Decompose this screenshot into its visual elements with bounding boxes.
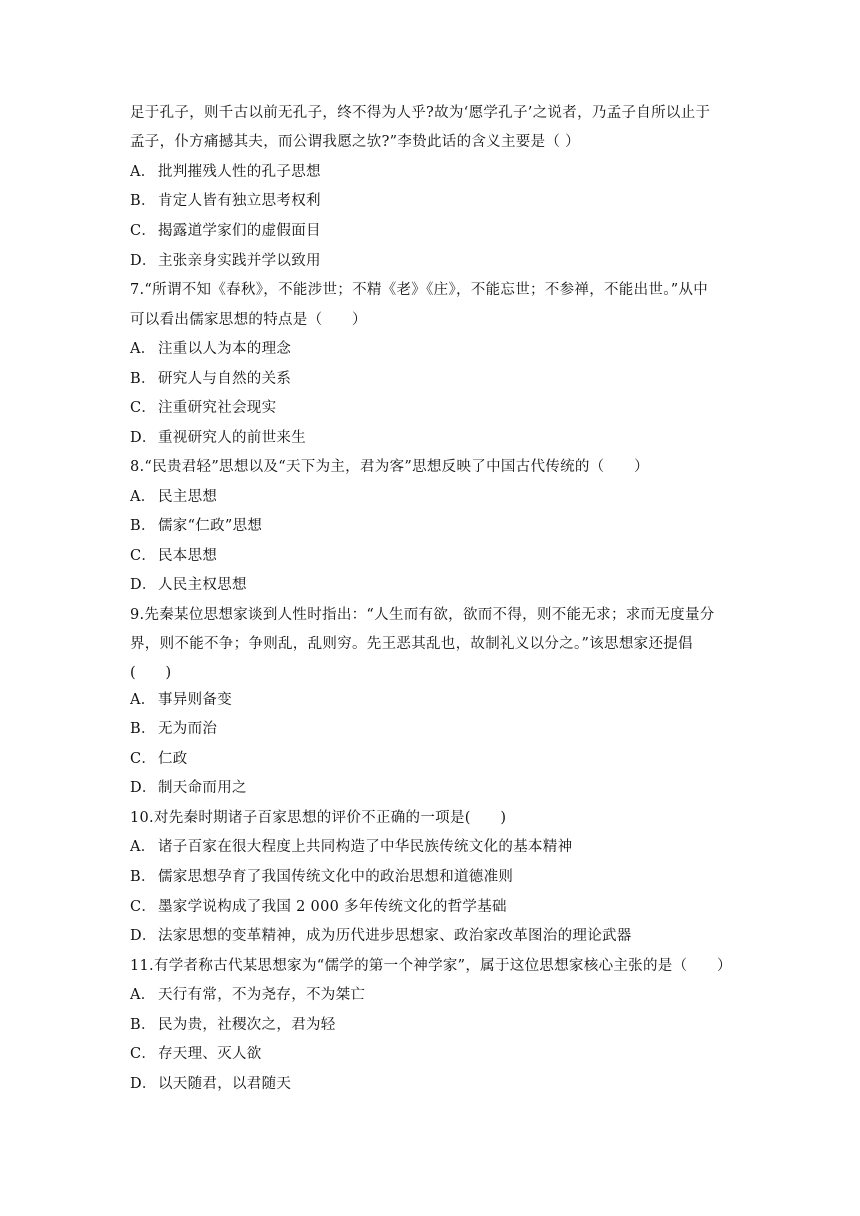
option-text: 儒家思想孕育了我国传统文化中的政治思想和道德准则 (158, 869, 514, 885)
option-label: D． (130, 253, 157, 269)
option-text: 人民主权思想 (158, 577, 247, 593)
option-text: 以天随君，以君随天 (158, 1076, 292, 1092)
option-text: 天行有常，不为尧存，不为桀亡 (158, 987, 366, 1003)
option-text: 事异则备变 (158, 692, 232, 708)
option-text: 无为而治 (158, 721, 218, 737)
q11-stem-line-1: 11.有学者称古代某思想家为“儒学的第一个神学家”，属于这位思想家核心主张的是（ ） (130, 958, 732, 974)
option-label: C． (130, 548, 157, 564)
option-label: A． (130, 164, 156, 180)
q7-option-a (130, 339, 740, 359)
q7-option-b (130, 369, 740, 389)
option-text: 墨家学说构成了我国 2 000 多年传统文化的哲学基础 (158, 899, 507, 915)
option-text: 诸子百家在很大程度上共同构造了中华民族传统文化的基本精神 (158, 839, 573, 855)
option-text: 制天命而用之 (158, 780, 247, 796)
q8-option-b (130, 516, 740, 536)
q9-stem-line-3: ( ) (130, 665, 172, 681)
option-text: 揭露道学家们的虚假面目 (158, 223, 321, 239)
q9-option-c (130, 749, 740, 769)
option-text: 注重以人为本的理念 (158, 341, 292, 357)
option-text: 批判摧残人性的孔子思想 (158, 164, 321, 180)
option-text: 存天理、灭人欲 (158, 1046, 262, 1062)
option-text: 主张亲身实践并学以致用 (158, 253, 321, 269)
option-text: 研究人与自然的关系 (158, 371, 292, 387)
option-label: B． (130, 869, 156, 885)
option-label: B． (130, 193, 156, 209)
q10-option-c (130, 897, 740, 917)
q11-option-a (130, 985, 740, 1005)
q11-option-b (130, 1015, 740, 1035)
option-label: C． (130, 751, 157, 767)
option-label: D． (130, 577, 157, 593)
option-label: D． (130, 780, 157, 796)
q7-option-d (130, 428, 740, 448)
option-text: 肯定人皆有独立思考权利 (158, 193, 321, 209)
q9-option-a (130, 690, 740, 710)
option-text: 法家思想的变革精神，成为历代进步思想家、政治家改革图治的理论武器 (158, 928, 632, 944)
q10-option-a (130, 837, 740, 857)
option-text: 民本思想 (158, 548, 218, 564)
option-label: D． (130, 430, 157, 446)
option-label: A． (130, 692, 156, 708)
q8-option-a (130, 487, 740, 507)
q7-stem-line-2: 可以看出儒家思想的特点是（ ） (130, 312, 367, 328)
q6-text-line-1: 足于孔子，则千古以前无孔子，终不得为人乎?故为‘愿学孔子’之说者，乃孟子自所以止于 (130, 105, 711, 121)
q9-option-b (130, 719, 740, 739)
q6-option-a (130, 162, 740, 182)
q9-stem-line-2: 界，则不能不争；争则乱，乱则穷。先王恶其乱也，故制礼义以分之。”该思想家还提倡 (130, 636, 693, 652)
q11-option-c (130, 1044, 740, 1064)
q6-option-c (130, 221, 740, 241)
q9-stem-line-1: 9.先秦某位思想家谈到人性时指出：“人生而有欲，欲而不得，则不能无求；求而无度量分 (130, 607, 715, 623)
option-label: B． (130, 518, 156, 534)
option-label: C． (130, 223, 157, 239)
option-label: B． (130, 371, 156, 387)
q10-option-b (130, 867, 740, 887)
q6-text-line-2: 孟子，仆方痛撼其夫，而公谓我愿之欤?”李贽此话的含义主要是（ ） (130, 134, 580, 150)
option-label: A． (130, 839, 156, 855)
option-label: C． (130, 1046, 157, 1062)
q11-option-d (130, 1074, 740, 1094)
option-label: B． (130, 1017, 156, 1033)
option-label: B． (130, 721, 156, 737)
option-label: C． (130, 899, 157, 915)
q6-option-d (130, 251, 740, 271)
option-label: A． (130, 489, 156, 505)
q7-option-c (130, 398, 740, 418)
q10-option-d (130, 926, 740, 946)
option-text: 民为贵，社稷次之，君为轻 (158, 1017, 336, 1033)
option-label: A． (130, 341, 156, 357)
option-text: 民主思想 (158, 489, 218, 505)
option-text: 儒家“仁政”思想 (158, 518, 263, 534)
q8-option-c (130, 546, 740, 566)
option-text: 注重研究社会现实 (158, 400, 277, 416)
q8-stem-line-1: 8.“民贵君轻”思想以及“天下为主，君为客”思想反映了中国古代传统的（ ） (130, 459, 649, 475)
q6-option-b (130, 191, 740, 211)
q10-stem-line-1: 10.对先秦时期诸子百家思想的评价不正确的一项是( ) (130, 810, 507, 826)
option-label: A． (130, 987, 156, 1003)
option-text: 重视研究人的前世来生 (158, 430, 306, 446)
option-text: 仁政 (158, 751, 188, 767)
q8-option-d (130, 575, 740, 595)
option-label: C． (130, 400, 157, 416)
q9-option-d (130, 778, 740, 798)
q7-stem-line-1: 7.“所谓不知《春秋》，不能涉世；不精《老》《庄》，不能忘世；不参禅，不能出世。”从中 (130, 282, 709, 298)
option-label: D． (130, 928, 157, 944)
option-label: D． (130, 1076, 157, 1092)
